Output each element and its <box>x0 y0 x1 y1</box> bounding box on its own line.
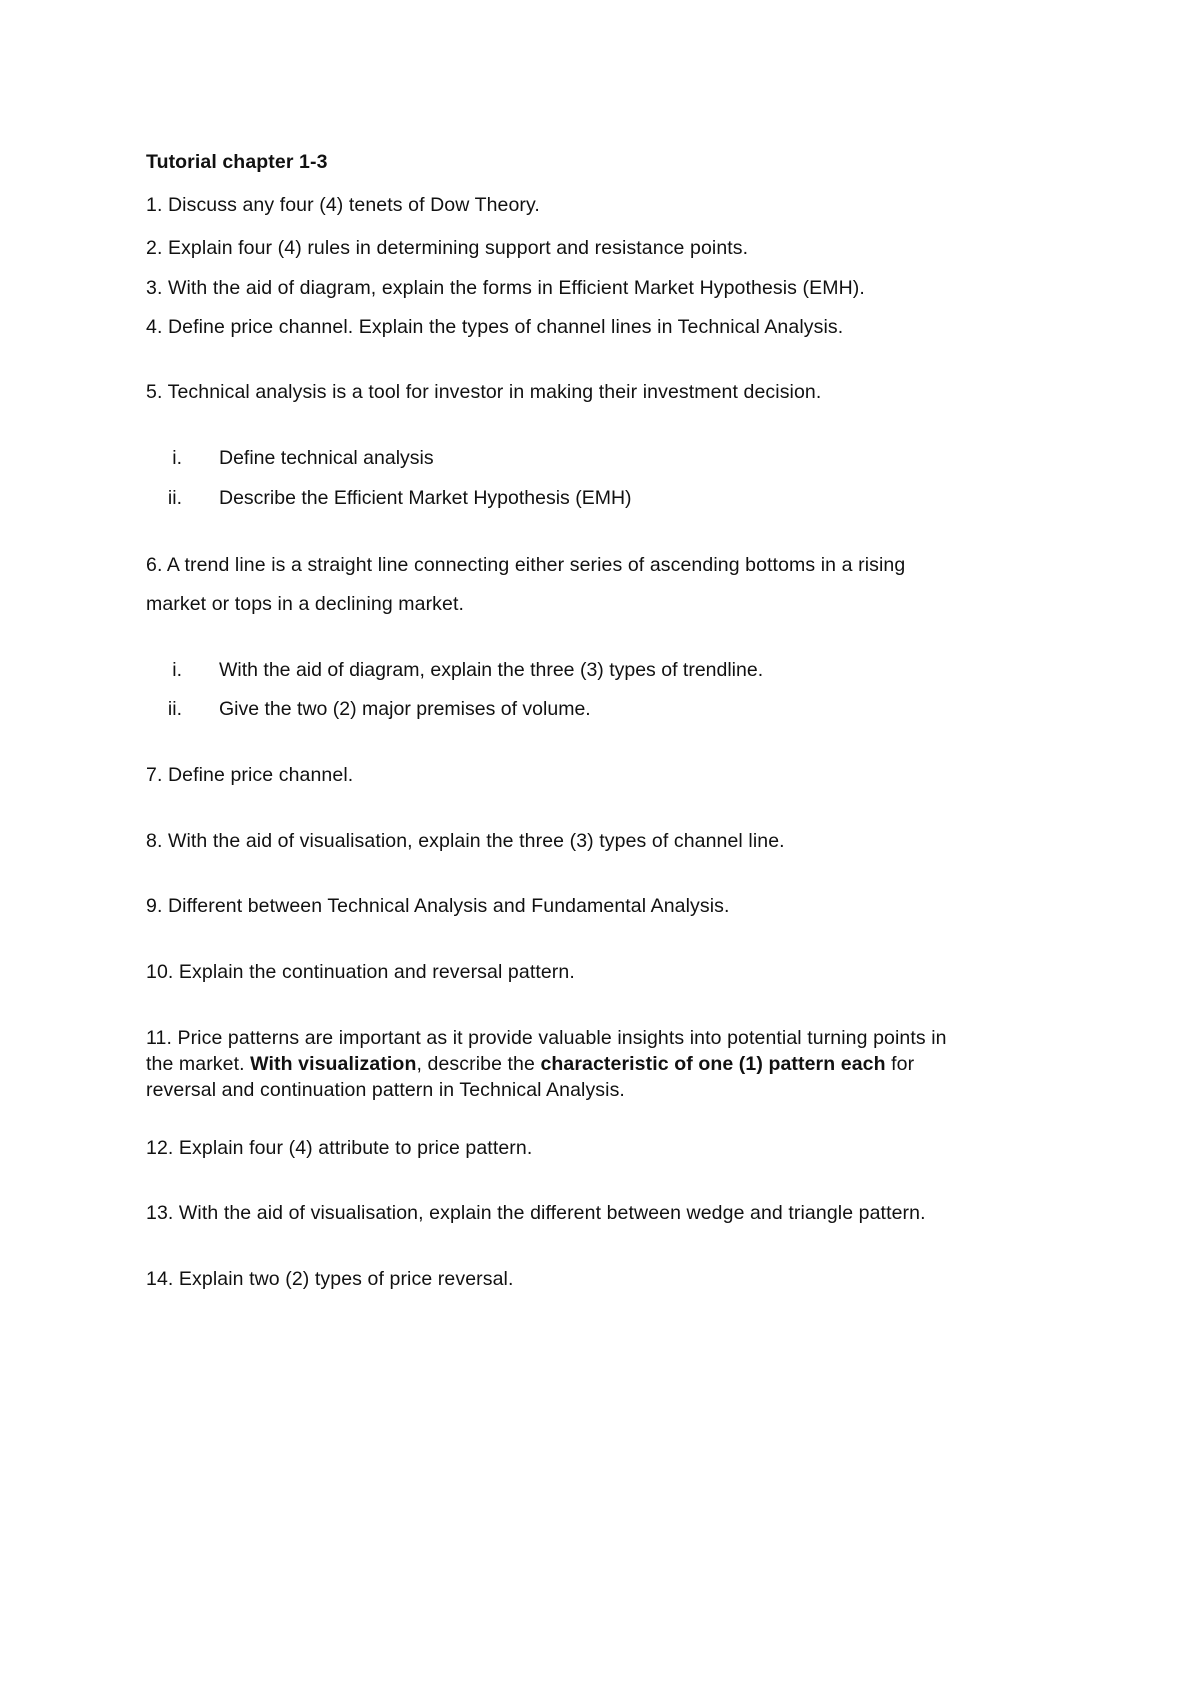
question-5-ii: Describe the Efficient Market Hypothesis (EMH) <box>219 487 632 509</box>
question-11-bold-visualization: With visualization <box>250 1053 417 1075</box>
question-6-ii: Give the two (2) major premises of volume. <box>219 698 591 720</box>
question-5-i-number: i. <box>172 447 182 469</box>
question-6-line-2: market or tops in a declining market. <box>146 593 465 615</box>
question-6-i-number: i. <box>172 659 182 681</box>
question-5: 5. Technical analysis is a tool for investor in making their investment decision. <box>146 381 822 403</box>
question-5-ii-number: ii. <box>167 487 182 509</box>
question-6-ii-number: ii. <box>167 698 182 720</box>
question-11-bold-characteristic: characteristic of one (1) pattern each <box>540 1053 886 1075</box>
question-11-text-a: the market. <box>146 1053 251 1075</box>
question-11-line-3: reversal and continuation pattern in Technical Analysis. <box>146 1079 625 1101</box>
question-4: 4. Define price channel. Explain the types of channel lines in Technical Analysis. <box>146 316 844 338</box>
question-11-text-e: for <box>885 1053 915 1075</box>
page-title: Tutorial chapter 1-3 <box>146 151 328 173</box>
question-11-text-c: , describe the <box>416 1053 541 1075</box>
question-6-i: With the aid of diagram, explain the three (3) types of trendline. <box>219 659 764 681</box>
question-3: 3. With the aid of diagram, explain the forms in Efficient Market Hypothesis (EMH). <box>146 277 865 299</box>
question-7: 7. Define price channel. <box>146 764 354 786</box>
question-8: 8. With the aid of visualisation, explain the three (3) types of channel line. <box>146 830 785 852</box>
question-1: 1. Discuss any four (4) tenets of Dow Theory. <box>146 194 540 216</box>
question-11-line-2 <box>146 1051 914 1077</box>
question-14: 14. Explain two (2) types of price reversal. <box>146 1268 514 1290</box>
question-12: 12. Explain four (4) attribute to price pattern. <box>146 1137 533 1159</box>
question-6-line-1: 6. A trend line is a straight line connecting either series of ascending bottoms in a rising <box>146 554 906 576</box>
question-13: 13. With the aid of visualisation, explain the different between wedge and triangle pattern. <box>146 1202 926 1224</box>
question-5-i: Define technical analysis <box>219 447 434 469</box>
question-9: 9. Different between Technical Analysis and Fundamental Analysis. <box>146 895 730 917</box>
question-11-line-1: 11. Price patterns are important as it provide valuable insights into potential turning points in <box>146 1027 947 1049</box>
question-10: 10. Explain the continuation and reversal pattern. <box>146 961 575 983</box>
question-2: 2. Explain four (4) rules in determining support and resistance points. <box>146 237 749 259</box>
